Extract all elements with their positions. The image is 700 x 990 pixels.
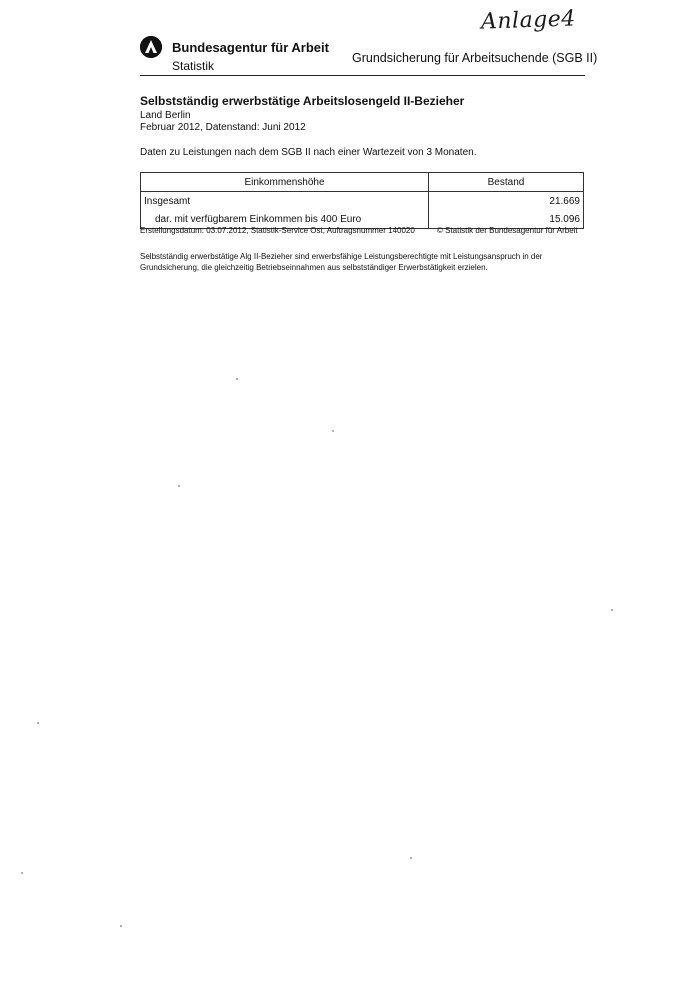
row-value: 15.096: [429, 210, 584, 229]
row-label: Insgesamt: [141, 192, 429, 211]
row-label: dar. mit verfügbarem Einkommen bis 400 Euro: [141, 210, 429, 229]
report-title: Selbstständig erwerbstätige Arbeitslosengeld II-Bezieher: [140, 94, 465, 108]
organization-subtitle: Statistik: [172, 59, 215, 73]
scan-speck: [611, 609, 613, 611]
scan-speck: [21, 872, 23, 874]
handwritten-annotation: Anlage4: [480, 6, 577, 35]
creation-info: Erstellungsdatum: 03.07.2012, Statistik-Service Ost, Auftragsnummer 140020: [140, 226, 415, 235]
program-title: Grundsicherung für Arbeitsuchende (SGB II): [352, 51, 598, 65]
table-row: [141, 192, 584, 211]
report-period: Februar 2012, Datenstand: Juni 2012: [140, 122, 306, 133]
column-header-stock: Bestand: [429, 173, 584, 192]
header-divider: [140, 75, 585, 76]
scan-speck: [120, 925, 122, 927]
scan-speck: [236, 378, 238, 380]
scan-speck: [410, 857, 412, 859]
definition-note: Selbstständig erwerbstätige Alg II-Bezieher sind erwerbsfähige Leistungsberechtigte mit Leistungsanspruch in der Grundsicherung, die gleichzeitig Betriebseinnahmen aus selbstständiger Erwerbstätigkeit erzielen.: [140, 252, 543, 272]
row-value: 21.669: [429, 192, 584, 211]
document-header: [140, 36, 598, 76]
scan-speck: [178, 485, 180, 487]
scan-speck: [332, 430, 334, 432]
table-header-row: [141, 173, 584, 192]
copyright-notice: © Statistik der Bundesagentur für Arbeit: [437, 226, 578, 235]
data-table: [140, 172, 584, 229]
report-region: Land Berlin: [140, 110, 191, 121]
column-header-income: Einkommenshöhe: [141, 173, 429, 192]
organization-name: Bundesagentur für Arbeit: [172, 40, 329, 55]
scan-speck: [37, 722, 39, 724]
ba-logo-icon: [140, 36, 162, 58]
report-intro: Daten zu Leistungen nach dem SGB II nach einer Wartezeit von 3 Monaten.: [140, 147, 477, 158]
